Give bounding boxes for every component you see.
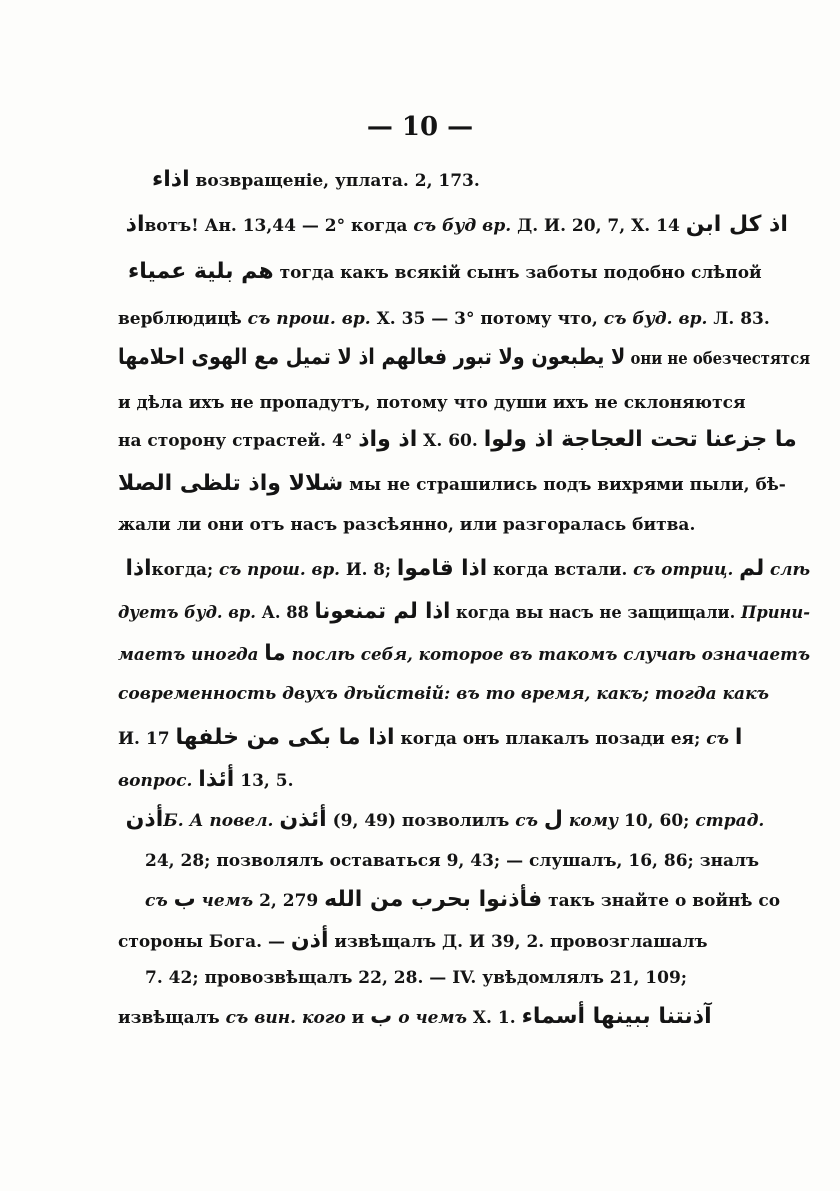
italic-text: послѣ себя, которое въ такомъ случаѣ означаетъ bbox=[285, 645, 810, 665]
text-run: извѣщалъ Д. И 39, 2. провозглашалъ bbox=[328, 932, 708, 952]
arabic-term: فأذنوا بحرب من الله bbox=[324, 887, 543, 912]
text-run: когда; bbox=[151, 560, 219, 580]
text-run: возвращеніе, уплата. 2, 173. bbox=[189, 171, 480, 191]
italic-text: Прини- bbox=[740, 603, 810, 623]
text-line bbox=[152, 166, 480, 195]
arabic-term: ل bbox=[543, 807, 563, 832]
arabic-term: أئذن bbox=[279, 807, 327, 832]
italic-text: кому bbox=[568, 811, 619, 831]
text-run: они не обезчестятся bbox=[625, 349, 811, 369]
text-run: Л. 83. bbox=[707, 309, 770, 329]
text-run: стороны Бога. — bbox=[118, 932, 291, 952]
text-run: X. 60. bbox=[417, 431, 484, 451]
arabic-term: آذنتنا ببينها أسماء bbox=[521, 1004, 712, 1029]
arabic-term: اذا قاموا bbox=[396, 556, 488, 581]
text-line bbox=[118, 598, 810, 627]
text-run: 2, 279 bbox=[253, 891, 325, 911]
arabic-term: هم بلية عمياء bbox=[128, 259, 274, 284]
text-line bbox=[118, 389, 746, 417]
text-run: извѣщалъ bbox=[118, 1008, 226, 1028]
italic-text: съ вин. кого bbox=[225, 1008, 346, 1028]
italic-text: съ bbox=[515, 811, 538, 831]
text-line bbox=[118, 766, 294, 795]
page-number: — 10 — bbox=[366, 112, 474, 142]
arabic-term: ما bbox=[264, 641, 286, 666]
text-line bbox=[118, 927, 708, 956]
italic-text: съ буд вр. bbox=[413, 216, 512, 236]
italic-text: съ bbox=[145, 891, 168, 911]
text-line bbox=[118, 555, 810, 584]
italic-text: дуетъ буд. вр. bbox=[118, 603, 256, 623]
italic-text: о чемъ bbox=[398, 1008, 467, 1028]
arabic-term: لا يطبعون ولا تبور فعالهم اذ لا تميل مع الهوى احلامها bbox=[118, 345, 626, 370]
arabic-term: اذ كل ابن bbox=[685, 212, 788, 237]
text-line bbox=[145, 886, 780, 915]
arabic-term: أئذا bbox=[198, 767, 235, 792]
text-line bbox=[128, 258, 762, 287]
arabic-term: ب bbox=[370, 1004, 393, 1029]
text-run: (9, 49) позволилъ bbox=[326, 811, 516, 831]
arabic-term: اذا bbox=[118, 556, 152, 581]
italic-text: маетъ иногда bbox=[118, 645, 265, 665]
italic-text: Б. А bbox=[163, 811, 204, 831]
arabic-term: أذن bbox=[290, 928, 329, 953]
text-line bbox=[118, 680, 769, 708]
arabic-term: اذ bbox=[118, 212, 145, 237]
text-line bbox=[145, 847, 759, 875]
text-line bbox=[118, 1003, 712, 1032]
italic-text: съ прош. вр. bbox=[247, 309, 371, 329]
text-run: 7. 42; провозвѣщалъ 22, 28. — IV. увѣдомлялъ 21, 109; bbox=[145, 968, 688, 988]
text-run: жали ли они отъ насъ разсѣянно, или разгоралась битва. bbox=[118, 515, 696, 535]
text-run: такъ знайте о войнѣ со bbox=[542, 891, 781, 911]
text-line bbox=[118, 640, 810, 669]
text-line bbox=[118, 470, 786, 499]
text-run: И. 8; bbox=[340, 560, 397, 580]
text-run: тогда какъ всякій сынъ заботы подобно слѣпой bbox=[273, 263, 762, 283]
italic-text: слѣ bbox=[770, 560, 811, 580]
text-run: И. 17 bbox=[118, 729, 176, 749]
text-run: верблюдицѣ bbox=[118, 309, 248, 329]
text-line bbox=[118, 806, 764, 835]
text-run: мы не страшились подъ вихрями пыли, бѣ- bbox=[343, 475, 786, 495]
text-line bbox=[118, 305, 770, 333]
italic-text: вопрос. bbox=[118, 771, 193, 791]
text-run: и дѣла ихъ не пропадутъ, потому что души ихъ не склоняются bbox=[118, 393, 746, 413]
arabic-term: اذا ما بكى من خلفها bbox=[175, 725, 395, 750]
italic-text: чемъ bbox=[201, 891, 254, 911]
text-run: Д. И. 20, 7, X. 14 bbox=[511, 216, 686, 236]
text-run: 13, 5. bbox=[234, 771, 294, 791]
arabic-term: ما جزعنا تحت العجاجة اذ ولوا bbox=[483, 427, 797, 452]
text-run: когда онъ плакалъ позади ея; bbox=[394, 729, 707, 749]
arabic-term: اذا لم تمنعونا bbox=[314, 599, 451, 624]
text-run: 24, 28; позволялъ оставаться 9, 43; — слушалъ, 16, 86; зналъ bbox=[145, 851, 760, 871]
text-run: когда вы насъ не защищали. bbox=[450, 603, 741, 623]
italic-text: съ отриц. bbox=[633, 560, 734, 580]
text-line bbox=[118, 724, 742, 753]
text-run: X. 35 — 3° потому что, bbox=[370, 309, 604, 329]
arabic-term: اذاء bbox=[152, 167, 190, 192]
italic-text: съ bbox=[706, 729, 729, 749]
text-run: на сторону страстей. 4° bbox=[118, 431, 359, 451]
italic-text: съ прош. вр. bbox=[218, 560, 341, 580]
text-run: и bbox=[345, 1008, 371, 1028]
text-run: X. 1. bbox=[466, 1008, 522, 1028]
text-line bbox=[118, 426, 797, 455]
italic-text: повел. bbox=[209, 811, 274, 831]
arabic-term: اذ واذ bbox=[358, 427, 418, 452]
text-run: вотъ! Ан. 13,44 — 2° когда bbox=[144, 216, 414, 236]
text-run: когда встали. bbox=[487, 560, 634, 580]
italic-text: съ буд. вр. bbox=[603, 309, 708, 329]
text-line bbox=[145, 964, 687, 992]
text-line bbox=[118, 211, 788, 240]
text-run: 10, 60; bbox=[618, 811, 696, 831]
text-line bbox=[118, 344, 810, 373]
arabic-term: أذن bbox=[118, 807, 164, 832]
text-run: А. 88 bbox=[255, 603, 315, 623]
italic-text: страд. bbox=[695, 811, 765, 831]
text-line bbox=[118, 511, 695, 539]
arabic-term: شلالا واذ تلظى الصلا bbox=[118, 471, 344, 496]
italic-text: современность двухъ дѣйствій: въ то время, какъ; тогда какъ bbox=[118, 684, 769, 704]
arabic-term: ا bbox=[734, 725, 743, 750]
arabic-term: لم bbox=[739, 556, 765, 581]
arabic-term: ب bbox=[173, 887, 196, 912]
